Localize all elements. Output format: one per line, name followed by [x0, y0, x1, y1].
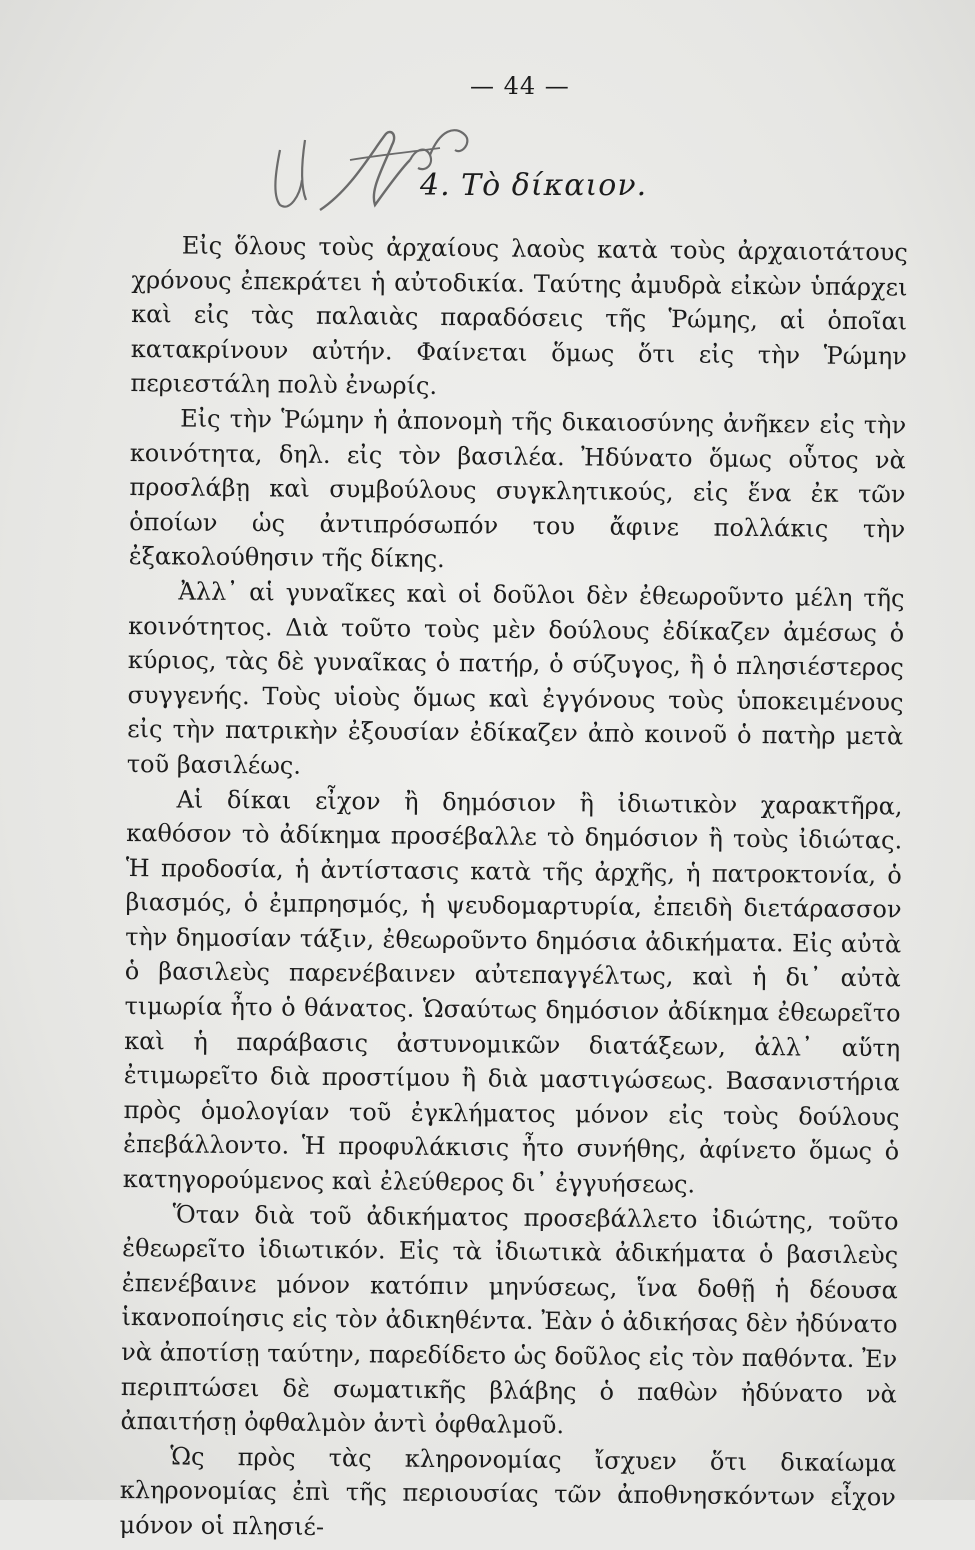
paragraph: Αἱ δίκαι εἶχον ἢ δημόσιον ἢ ἰδιωτικὸν χαρακτῆρα, καθόσον τὸ ἀδίκημα προσέβαλλε τὸ δημόσιον ἢ τοὺς ἰδιώτας. Ἡ προδοσία, ἡ ἀντίστασις κατὰ τῆς ἀρχῆς, ἡ πατροκτονία, ὁ βιασμός, ὁ ἐμπρησμός, ἡ ψευδομαρτυρία, ἐπειδὴ διετάρασσον τὴν δημοσίαν τάξιν, ἐθεωροῦντο δημόσια ἀδικήματα. Εἰς αὐτὰ ὁ βασιλεὺς παρενέβαινεν αὐτεπαγγέλτως, καὶ ἡ δι᾽ αὐτὰ τιμωρία ἦτο ὁ θάνατος. Ὡσαύτως δημόσιον ἀδίκημα ἐθεωρεῖτο καὶ ἡ παράβασις ἀστυνομικῶν διατάξεων, ἀλλ᾽ αὕτη ἐτιμωρεῖτο διὰ προστίμου ἢ διὰ μαστιγώσεως. Βασανιστήρια πρὸς ὁμολογίαν τοῦ ἐγκλήματος μόνον εἰς τοὺς δούλους ἐπεβάλλοντο. Ἡ προφυλάκισις ἦτο συνήθης, ἀφίνετο ὅμως ὁ κατηγορούμενος καὶ ἐλεύθερος δι᾽ ἐγγυήσεως.: [122, 784, 903, 1199]
page-number: — 44 —: [470, 72, 570, 100]
paragraph: Ἀλλ᾽ αἱ γυναῖκες καὶ οἱ δοῦλοι δὲν ἐθεωροῦντο μέλη τῆς κοινότητος. Διὰ τοῦτο τοὺς μὲν δούλους ἐδίκαζεν ἀμέσως ὁ κύριος, τὰς δὲ γυναῖκας ὁ πατήρ, ὁ σύζυγος, ἢ ὁ πλησιέστερος συγγενής. Τοὺς υἱοὺς ὅμως καὶ ἐγγόνους τοὺς ὑποκειμένους εἰς τὴν πατρικὴν ἐξουσίαν ἐδίκαζεν ἀπὸ κοινοῦ ὁ πατὴρ μετὰ τοῦ βασιλέως.: [126, 577, 905, 780]
paragraph: Εἰς τὴν Ῥώμην ἡ ἀπονομὴ τῆς δικαιοσύνης ἀνῆκεν εἰς τὴν κοινότητα, δηλ. εἰς τὸν βασιλέα. Ἠδύνατο ὅμως οὗτος νὰ προσλάβῃ καὶ συμβούλους συγκλητικούς, εἰς ἕνα ἐκ τῶν ὁποίων ὡς ἀντιπρόσωπόν του ἄφινε πολλάκις τὴν ἐξακολούθησιν τῆς δίκης.: [128, 404, 907, 574]
handwritten-signature: [250, 100, 510, 230]
body-text: [119, 228, 908, 1550]
paragraph: Ὅταν διὰ τοῦ ἀδικήματος προσεβάλλετο ἰδιώτης, τοῦτο ἐθεωρεῖτο ἰδιωτικόν. Εἰς τὰ ἰδιωτικὰ ἀδικήματα ὁ βασιλεὺς ἐπενέβαινε μόνον κατόπιν μηνύσεως, ἵνα δοθῇ ἡ δέουσα ἱκανοποίησις εἰς τὸν ἀδικηθέντα. Ἐὰν ὁ ἀδικήσας δὲν ἠδύνατο νὰ ἀποτίσῃ ταύτην, παρεδίδετο ὡς δοῦλος εἰς τὸν παθόντα. Ἐν περιπτώσει δὲ σωματικῆς βλάβης ὁ παθὼν ἠδύνατο νὰ ἀπαιτήσῃ ὀφθαλμὸν ἀντὶ ὀφθαλμοῦ.: [120, 1200, 899, 1440]
chapter-title: 4. Τὸ δίκαιον.: [420, 168, 648, 203]
paragraph: Ὡς πρὸς τὰς κληρονομίας ἴσχυεν ὅτι δικαίωμα κληρονομίας ἐπὶ τῆς περιουσίας τῶν ἀποθνησκόντων εἶχον μόνον οἱ πλησιέ-: [119, 1442, 897, 1541]
paragraph: Εἰς ὅλους τοὺς ἀρχαίους λαοὺς κατὰ τοὺς ἀρχαιοτάτους χρόνους ἐπεκράτει ἡ αὐτοδικία. Ταύτης ἀμυδρὰ εἰκὼν ὑπάρχει καὶ εἰς τὰς παλαιὰς παραδόσεις τῆς Ῥώμης, αἱ ὁποῖαι κατακρίνουν αὐτήν. Φαίνεται ὅμως ὅτι εἰς τὴν Ῥώμην περιεστάλη πολὺ ἐνωρίς.: [130, 231, 908, 401]
